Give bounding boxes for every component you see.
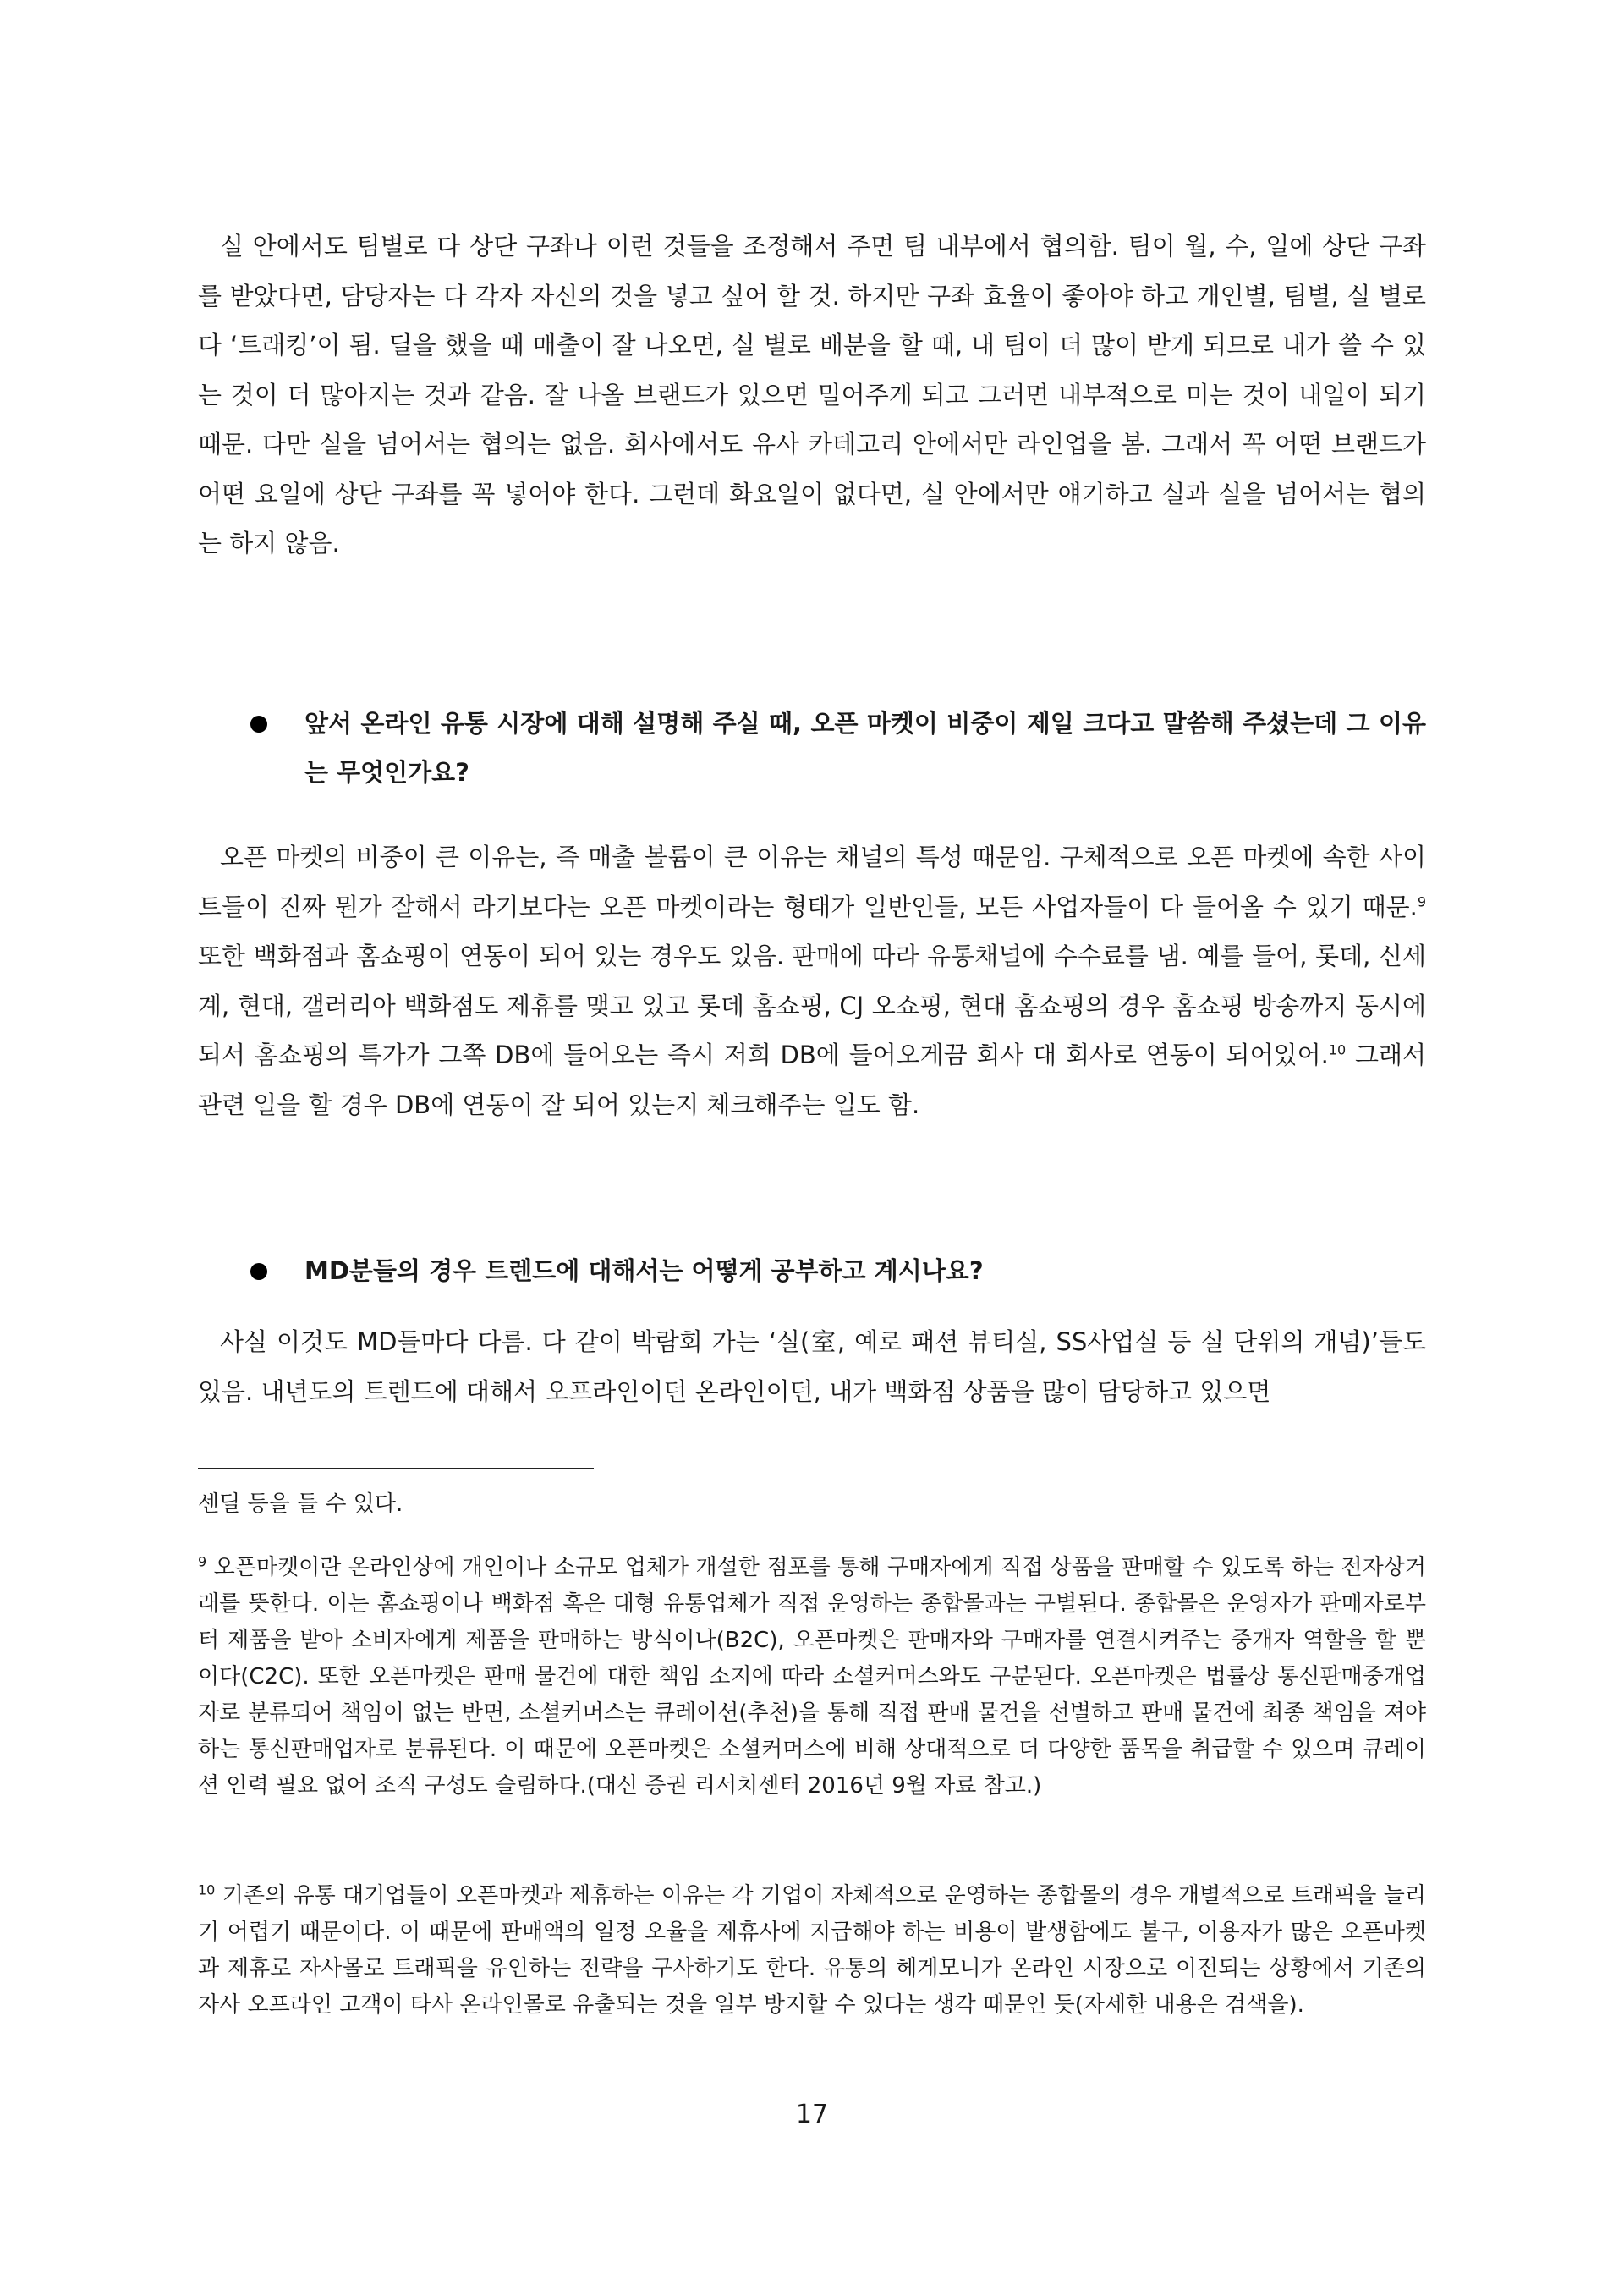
- question-1: [250, 699, 1426, 797]
- question-2-text: MD분들의 경우 트렌드에 대해서는 어떻게 공부하고 계시나요?: [304, 1256, 984, 1285]
- answer-1-paragraph: [198, 832, 1426, 1129]
- answer-1-part-2: 또한 백화점과 홈쇼핑이 연동이 되어 있는 경우도 있음. 판매에 따라 유통채널에 수수료를 냄. 예를 들어, 롯데, 신세계, 현대, 갤러리아 백화점도 제휴를 맺고 있고 롯데 홈쇼핑, CJ 오쇼핑, 현대 홈쇼핑의 경우 홈쇼핑 방송까지 동시에 되서 홈쇼핑의 특가가 그쪽 DB에 들어오는 즉시 저희 DB에 들어오게끔 회사 대 회사로 연동이 되어있어.: [198, 942, 1426, 1069]
- footnote-9-mark: 9: [198, 1553, 207, 1570]
- footnote-9-text: 오픈마켓이란 온라인상에 개인이나 소규모 업체가 개설한 점포를 통해 구매자에게 직접 상품을 판매할 수 있도록 하는 전자상거래를 뜻한다. 이는 홈쇼핑이나 백화점 혹은 대형 유통업체가 직접 운영하는 종합몰과는 구별된다. 종합몰은 운영자가 판매자로부터 제품을 받아 소비자에게 제품을 판매하는 방식이나(B2C), 오픈마켓은 판매자와 구매자를 연결시켜주는 중개자 역할을 할 뿐이다(C2C). 또한 오픈마켓은 판매 물건에 대한 책임 소지에 따라 소셜커머스와도 구분된다. 오픈마켓은 법률상 통신판매중개업자로 분류되어 책임이 없는 반면, 소셜커머스는 큐레이션(추천)을 통해 직접 판매 물건을 선별하고 판매 물건에 최종 책임을 져야 하는 통신판매업자로 분류된다. 이 때문에 오픈마켓은 소셜커머스에 비해 상대적으로 더 다양한 품목을 취급할 수 있으며 큐레이션 인력 필요 없어 조직 구성도 슬림하다.(대신 증권 리서치센터 2016년 9월 자료 참고.): [198, 1555, 1426, 1799]
- footnote-9: [198, 1550, 1426, 1804]
- bullet-icon: [250, 699, 304, 748]
- footnote-10-mark: 10: [198, 1881, 216, 1898]
- bullet-icon: [250, 1246, 304, 1295]
- footnote-separator: [198, 1468, 594, 1469]
- answer-1-part-3: 그래서 관련 일을 할 경우 DB에 연동이 잘 되어 있는지 체크해주는 일도 함.: [198, 1041, 1426, 1119]
- answer-2-paragraph: 사실 이것도 MD들마다 다름. 다 같이 박람회 가는 ‘실(室, 예로 패션 뷰티실, SS사업실 등 실 단위의 개념)’들도 있음. 내년도의 트렌드에 대해서 오프라인이던 온라인이던, 내가 백화점 상품을 많이 담당하고 있으면: [198, 1327, 1426, 1406]
- footnote-continued: 센딜 등을 들 수 있다.: [198, 1491, 403, 1517]
- footnote-ref-10[interactable]: 10: [1328, 1041, 1347, 1058]
- body-paragraph-1: 실 안에서도 팀별로 다 상단 구좌나 이런 것들을 조정해서 주면 팀 내부에서 협의함. 팀이 월, 수, 일에 상단 구좌를 받았다면, 담당자는 다 각자 자신의 것을 넣고 싶어 할 것. 하지만 구좌 효율이 좋아야 하고 개인별, 팀별, 실 별로 다 ‘트래킹’이 됨. 딜을 했을 때 매출이 잘 나오면, 실 별로 배분을 할 때, 내 팀이 더 많이 받게 되므로 내가 쓸 수 있는 것이 더 많아지는 것과 같음. 잘 나올 브랜드가 있으면 밀어주게 되고 그러면 내부적으로 미는 것이 내일이 되기 때문. 다만 실을 넘어서는 협의는 없음. 회사에서도 유사 카테고리 안에서만 라인업을 봄. 그래서 꼭 어떤 브랜드가 어떤 요일에 상단 구좌를 꼭 넣어야 한다. 그런데 화요일이 없다면, 실 안에서만 얘기하고 실과 실을 넘어서는 협의는 하지 않음.: [198, 232, 1426, 558]
- answer-1-part-1: 오픈 마켓의 비중이 큰 이유는, 즉 매출 볼륨이 큰 이유는 채널의 특성 때문임. 구체적으로 오픈 마켓에 속한 사이트들이 진짜 뭔가 잘해서 라기보다는 오픈 마켓이라는 형태가 일반인들, 모든 사업자들이 다 들어올 수 있기 때문.: [198, 843, 1426, 921]
- question-2: [250, 1246, 1426, 1295]
- question-1-text: 앞서 온라인 유통 시장에 대해 설명해 주실 때, 오픈 마켓이 비중이 제일 크다고 말씀해 주셨는데 그 이유는 무엇인가요?: [304, 709, 1426, 787]
- footnote-10-text: 기존의 유통 대기업들이 오픈마켓과 제휴하는 이유는 각 기업이 자체적으로 운영하는 종합몰의 경우 개별적으로 트래픽을 늘리기 어렵기 때문이다. 이 때문에 판매액의 일정 오율을 제휴사에 지급해야 하는 비용이 발생함에도 불구, 이용자가 많은 오픈마켓과 제휴로 자사몰로 트래픽을 유인하는 전략을 구사하기도 한다. 유통의 헤게모니가 온라인 시장으로 이전되는 상황에서 기존의 자사 오프라인 고객이 타사 온라인몰로 유출되는 것을 일부 방지할 수 있다는 생각 때문인 듯(자세한 내용은 검색을).: [198, 1883, 1426, 2018]
- footnote-ref-9[interactable]: 9: [1417, 893, 1426, 909]
- footnote-10: [198, 1878, 1426, 2024]
- page-number: 17: [795, 2100, 829, 2129]
